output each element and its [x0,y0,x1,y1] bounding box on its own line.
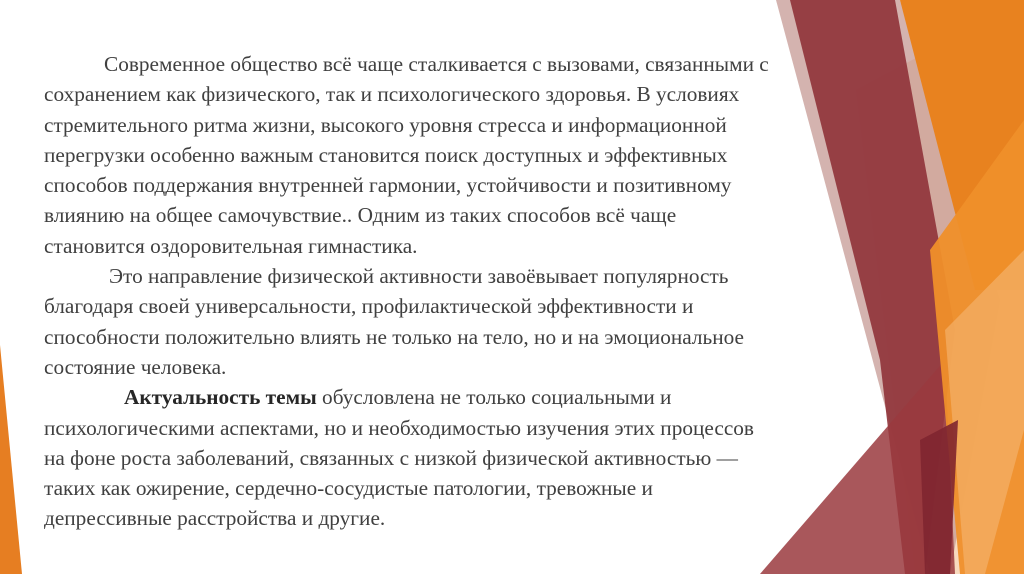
text-line: Современное общество всё чаще сталкивается с вызовами, связанными с [104,52,769,76]
text-line [44,382,924,412]
paragraph-direction [44,261,924,382]
text-line: депрессивные расстройства и другие. [44,506,386,531]
text-line: сохранением как физического, так и психологического здоровья. В условиях [44,82,740,107]
text-line: на фоне роста заболеваний, связанных с низкой физической активностью — [44,445,738,470]
left-orange-stripe [0,345,22,574]
text-line: стремительного ритма жизни, высокого уровня стресса и информационной [44,112,727,137]
paragraph-intro [44,49,924,261]
text-line: психологическими аспектами, но и необходимостью изучения этих процессов [44,415,754,440]
text-line: способности положительно влиять не только на тело, но и на эмоциональное [44,324,744,349]
text-line: влиянию на общее самочувствие.. Одним из таких способов всё чаще [44,203,677,228]
text-line: Это направление физической активности завоёвывает популярность [109,264,729,289]
relevance-heading: Актуальность темы [124,385,317,410]
text-line: перегрузки особенно важным становится поиск доступных и эффективных [44,142,728,167]
body-text [44,49,924,534]
text-line: благодаря своей универсальности, профилактической эффективности и [44,294,694,319]
text-line: состояние человека. [44,354,227,379]
paragraph-relevance [44,382,924,533]
text-line: становится оздоровительная гимнастика. [44,233,418,258]
text-fragment: обусловлена не только социальными и [316,385,672,410]
text-line: способов поддержания внутренней гармонии, устойчивости и позитивному [44,173,732,198]
text-line: таких как ожирение, сердечно-сосудистые патологии, тревожные и [44,476,653,501]
